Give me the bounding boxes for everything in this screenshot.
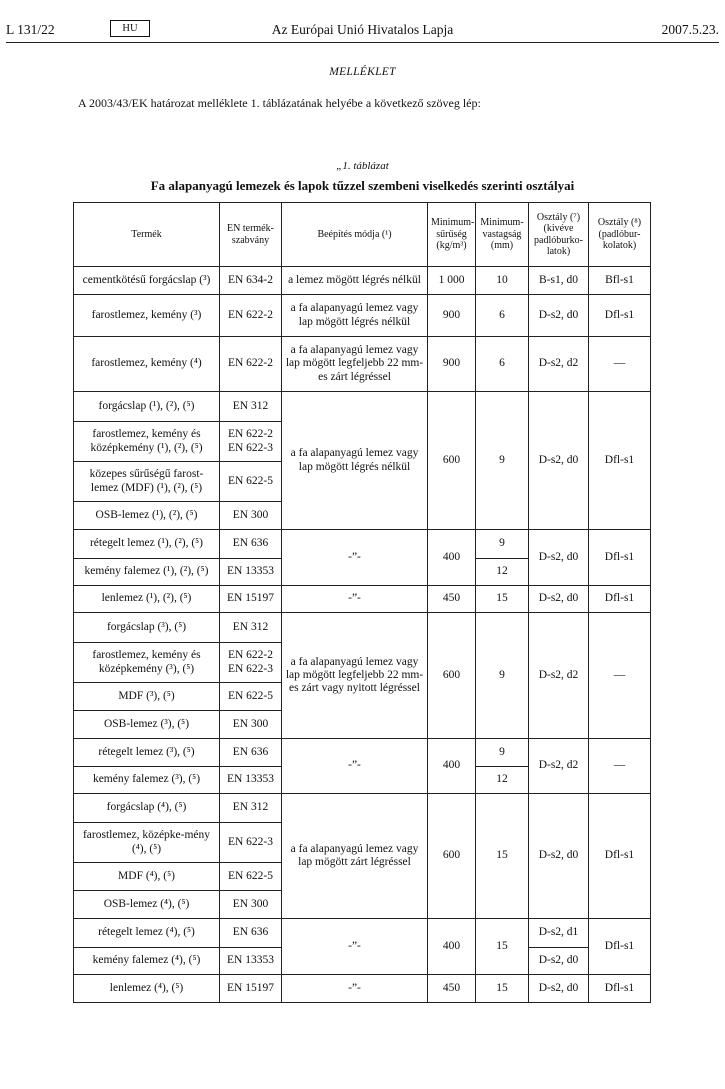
publication-date: 2007.5.23. <box>661 22 719 37</box>
col-class-floor: Osztály (⁸) (padlóbur-kolatok) <box>589 203 651 267</box>
standard-cell: EN 622-2 EN 622-3 <box>220 422 282 462</box>
floor-class-cell: — <box>589 739 651 794</box>
mounting-cell: a fa alapanyagú lemez vagy lap mögött legfeljebb 22 mm-es zárt légréssel <box>282 337 428 392</box>
page-reference: L 131/22 <box>6 22 55 37</box>
table-row <box>74 613 651 643</box>
standard-cell: EN 312 <box>220 794 282 823</box>
floor-class-cell: — <box>589 337 651 392</box>
product-cell: OSB-lemez (⁴), (⁵) <box>74 891 220 919</box>
table-row <box>74 392 651 422</box>
class-cell: D-s2, d1 <box>529 919 589 948</box>
floor-class-cell: Dfl-s1 <box>589 586 651 613</box>
standard-cell: EN 634-2 <box>220 267 282 295</box>
class-cell: D-s2, d0 <box>529 948 589 975</box>
mounting-cell: -”- <box>282 739 428 794</box>
class-cell: D-s2, d0 <box>529 295 589 337</box>
density-cell: 600 <box>428 794 476 919</box>
product-cell: rétegelt lemez (³), (⁵) <box>74 739 220 767</box>
mounting-cell: a fa alapanyagú lemez vagy lap mögött légrés nélkül <box>282 295 428 337</box>
standard-cell: EN 622-3 <box>220 823 282 863</box>
mounting-cell: -”- <box>282 919 428 975</box>
density-cell: 900 <box>428 337 476 392</box>
standard-cell: EN 300 <box>220 891 282 919</box>
standard-cell: EN 636 <box>220 739 282 767</box>
table-title: Fa alapanyagú lemezek és lapok tűzzel szembeni viselkedés szerinti osztályai <box>150 178 575 193</box>
floor-class-cell: Bfl-s1 <box>589 267 651 295</box>
col-mounting: Beépítés módja (¹) <box>282 203 428 267</box>
thickness-cell: 12 <box>476 559 529 586</box>
density-cell: 400 <box>428 739 476 794</box>
col-thickness: Minimum-vastagság (mm) <box>476 203 529 267</box>
density-cell: 450 <box>428 586 476 613</box>
product-cell: lenlemez (⁴), (⁵) <box>74 975 220 1003</box>
intro-text: A 2003/43/EK határozat melléklete 1. táblázatának helyébe a következő szöveg lép: <box>78 96 481 110</box>
mounting-cell: -”- <box>282 530 428 586</box>
product-cell: forgácslap (¹), (²), (⁵) <box>74 392 220 422</box>
mounting-cell: a fa alapanyagú lemez vagy lap mögött legfeljebb 22 mm-es zárt vagy nyitott légréssel <box>282 613 428 739</box>
class-cell: B-s1, d0 <box>529 267 589 295</box>
standard-cell: EN 13353 <box>220 948 282 975</box>
product-cell: MDF (⁴), (⁵) <box>74 863 220 891</box>
mounting-cell: a lemez mögött légrés nélkül <box>282 267 428 295</box>
product-cell: kemény falemez (³), (⁵) <box>74 767 220 794</box>
table-row <box>74 794 651 823</box>
table-row <box>74 295 651 337</box>
standard-cell: EN 300 <box>220 502 282 530</box>
table-row <box>74 530 651 559</box>
floor-class-cell: Dfl-s1 <box>589 794 651 919</box>
class-cell: D-s2, d0 <box>529 794 589 919</box>
mounting-cell: -”- <box>282 975 428 1003</box>
product-cell: cementkötésű forgácslap (³) <box>74 267 220 295</box>
page-header <box>6 20 719 40</box>
standard-cell: EN 622-5 <box>220 462 282 502</box>
product-cell: farostlemez, kemény és középkemény (¹), (²), (⁵) <box>74 422 220 462</box>
standard-cell: EN 622-2 <box>220 295 282 337</box>
class-cell: D-s2, d0 <box>529 392 589 530</box>
thickness-cell: 15 <box>476 975 529 1003</box>
product-cell: OSB-lemez (¹), (²), (⁵) <box>74 502 220 530</box>
standard-cell: EN 13353 <box>220 559 282 586</box>
standard-cell: EN 15197 <box>220 586 282 613</box>
thickness-cell: 6 <box>476 295 529 337</box>
thickness-cell: 10 <box>476 267 529 295</box>
language-box: HU <box>110 20 150 37</box>
thickness-cell: 15 <box>476 794 529 919</box>
standard-cell: EN 622-5 <box>220 683 282 711</box>
standard-cell: EN 15197 <box>220 975 282 1003</box>
product-cell: forgácslap (³), (⁵) <box>74 613 220 643</box>
class-cell: D-s2, d0 <box>529 586 589 613</box>
floor-class-cell: Dfl-s1 <box>589 975 651 1003</box>
mounting-cell: a fa alapanyagú lemez vagy lap mögött légrés nélkül <box>282 392 428 530</box>
thickness-cell: 9 <box>476 392 529 530</box>
floor-class-cell: Dfl-s1 <box>589 919 651 975</box>
density-cell: 450 <box>428 975 476 1003</box>
standard-cell: EN 312 <box>220 392 282 422</box>
classification-table <box>73 202 651 1003</box>
table-row <box>74 586 651 613</box>
thickness-cell: 12 <box>476 767 529 794</box>
annex-title: MELLÉKLET <box>329 66 396 78</box>
product-cell: lenlemez (¹), (²), (⁵) <box>74 586 220 613</box>
product-cell: rétegelt lemez (⁴), (⁵) <box>74 919 220 948</box>
journal-title: Az Európai Unió Hivatalos Lapja <box>271 22 454 37</box>
class-cell: D-s2, d0 <box>529 530 589 586</box>
standard-cell: EN 300 <box>220 711 282 739</box>
class-cell: D-s2, d0 <box>529 975 589 1003</box>
table-caption: „1. táblázat <box>336 160 389 172</box>
table-row <box>74 337 651 392</box>
product-cell: MDF (³), (⁵) <box>74 683 220 711</box>
floor-class-cell: Dfl-s1 <box>589 530 651 586</box>
standard-cell: EN 622-2 EN 622-3 <box>220 643 282 683</box>
col-density: Minimum-sűrűség (kg/m³) <box>428 203 476 267</box>
density-cell: 600 <box>428 613 476 739</box>
class-cell: D-s2, d2 <box>529 337 589 392</box>
density-cell: 400 <box>428 530 476 586</box>
thickness-cell: 6 <box>476 337 529 392</box>
standard-cell: EN 13353 <box>220 767 282 794</box>
table-row <box>74 975 651 1003</box>
product-cell: kemény falemez (⁴), (⁵) <box>74 948 220 975</box>
product-cell: rétegelt lemez (¹), (²), (⁵) <box>74 530 220 559</box>
product-cell: forgácslap (⁴), (⁵) <box>74 794 220 823</box>
standard-cell: EN 312 <box>220 613 282 643</box>
col-product: Termék <box>74 203 220 267</box>
product-cell: kemény falemez (¹), (²), (⁵) <box>74 559 220 586</box>
class-cell: D-s2, d2 <box>529 613 589 739</box>
product-cell: farostlemez, kemény (³) <box>74 295 220 337</box>
floor-class-cell: — <box>589 613 651 739</box>
standard-cell: EN 622-2 <box>220 337 282 392</box>
standard-cell: EN 636 <box>220 530 282 559</box>
product-cell: farostlemez, kemény (⁴) <box>74 337 220 392</box>
standard-cell: EN 622-5 <box>220 863 282 891</box>
header-rule <box>6 42 719 43</box>
table-header-row <box>74 203 651 267</box>
col-standard: EN termék-szabvány <box>220 203 282 267</box>
density-cell: 1 000 <box>428 267 476 295</box>
table-row <box>74 739 651 767</box>
table-row <box>74 919 651 948</box>
thickness-cell: 9 <box>476 530 529 559</box>
standard-cell: EN 636 <box>220 919 282 948</box>
floor-class-cell: Dfl-s1 <box>589 392 651 530</box>
product-cell: farostlemez, kemény és középkemény (³), (⁵) <box>74 643 220 683</box>
density-cell: 600 <box>428 392 476 530</box>
table-row <box>74 267 651 295</box>
thickness-cell: 15 <box>476 586 529 613</box>
density-cell: 400 <box>428 919 476 975</box>
class-cell: D-s2, d2 <box>529 739 589 794</box>
floor-class-cell: Dfl-s1 <box>589 295 651 337</box>
product-cell: farostlemez, középke-mény (⁴), (⁵) <box>74 823 220 863</box>
product-cell: közepes sűrűségű farost-lemez (MDF) (¹), (²), (⁵) <box>74 462 220 502</box>
density-cell: 900 <box>428 295 476 337</box>
thickness-cell: 15 <box>476 919 529 975</box>
thickness-cell: 9 <box>476 613 529 739</box>
mounting-cell: a fa alapanyagú lemez vagy lap mögött zárt légréssel <box>282 794 428 919</box>
thickness-cell: 9 <box>476 739 529 767</box>
col-class: Osztály (⁷) (kivéve padlóburko-latok) <box>529 203 589 267</box>
product-cell: OSB-lemez (³), (⁵) <box>74 711 220 739</box>
mounting-cell: -”- <box>282 586 428 613</box>
